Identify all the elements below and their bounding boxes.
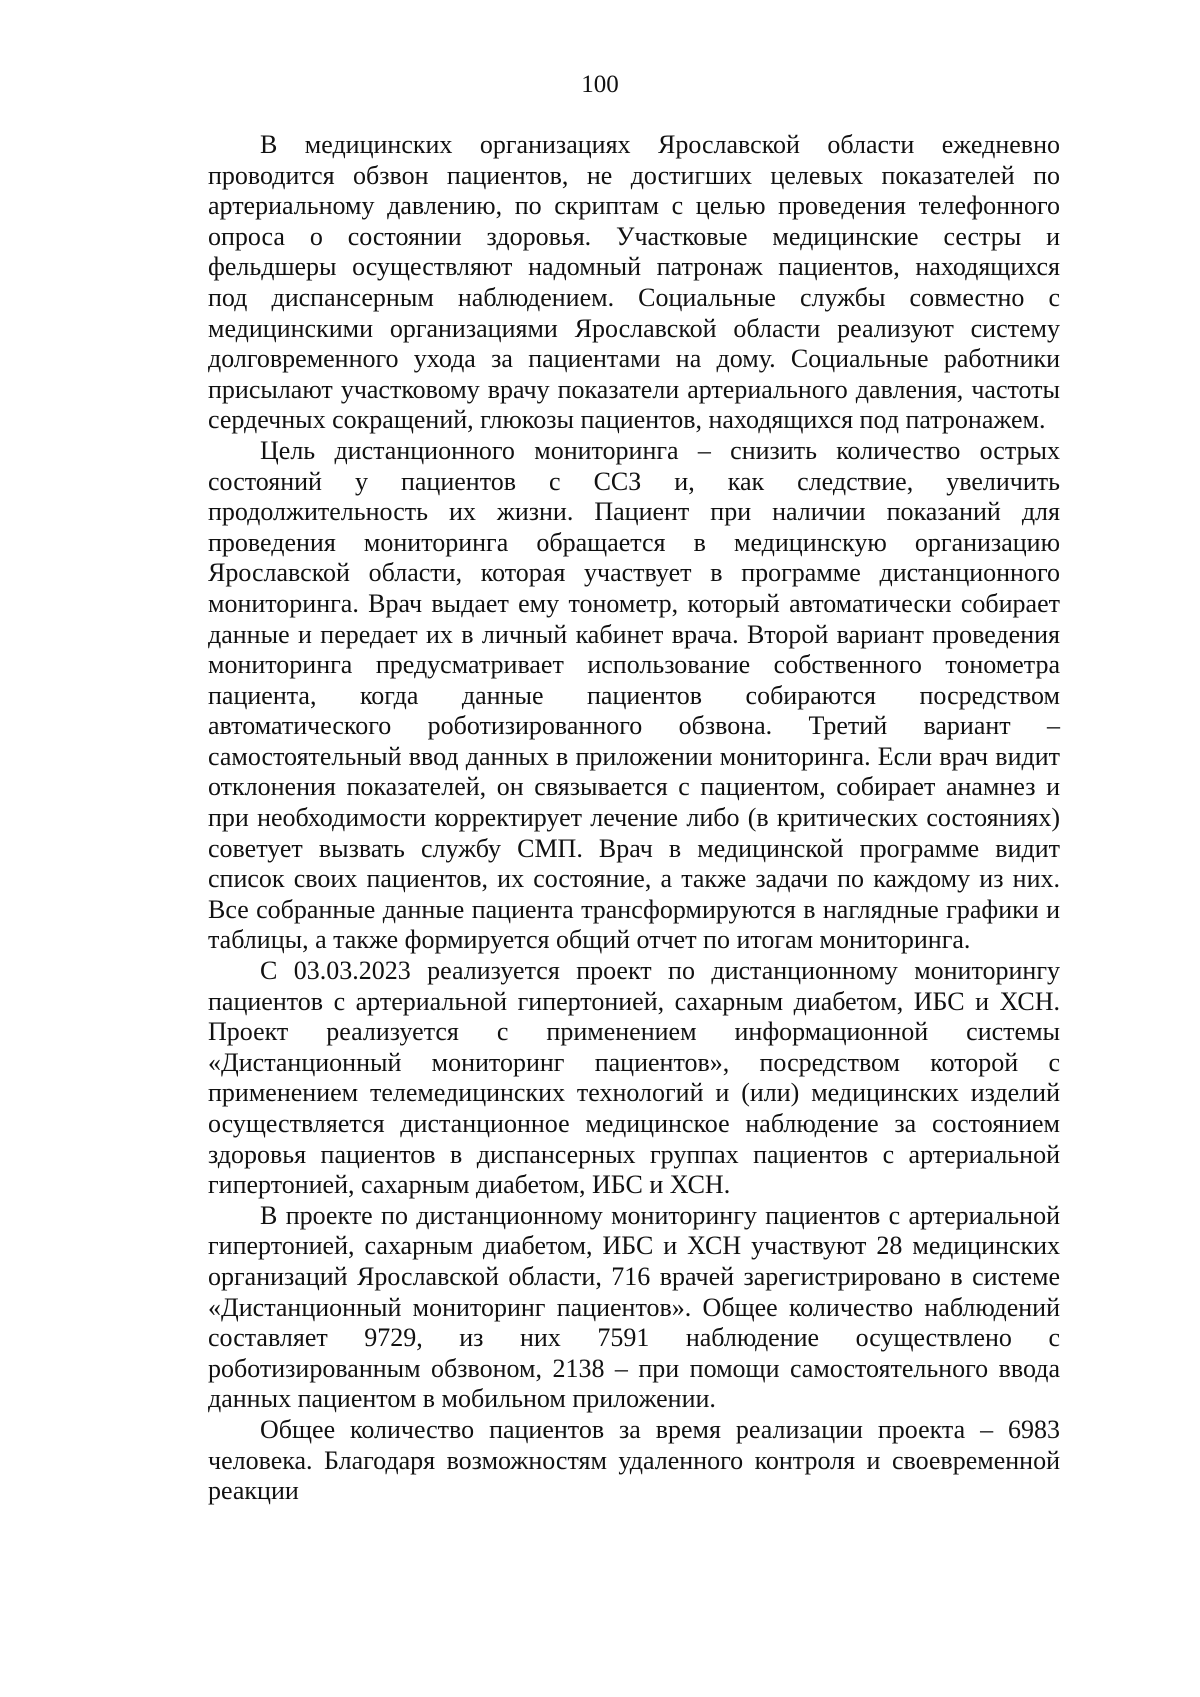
paragraph-patient-outreach: В медицинских организациях Ярославской области ежедневно проводится обзвон пациентов, не достигших целевых показателей по артериальному давлению, по скриптам с целью проведения телефонного опроса о состоянии здоровья. Участковые медицинские сестры и фельдшеры осуществляют надомный патронаж пациентов, находящихся под диспансерным наблюдением. Социальные службы совместно с медицинскими организациями Ярославской области реализуют систему долговременного ухода за пациентами на дому. Социальные работники присылают участковому врачу показатели артериального давления, частоты сердечных сокращений, глюкозы пациентов, находящихся под патронажем.	[208, 130, 1060, 435]
paragraph-patient-total: Общее количество пациентов за время реализации проекта – 6983 человека. Благодаря возможностям удаленного контроля и своевременной реакции	[208, 1414, 1060, 1506]
paragraph-project-launch: С 03.03.2023 реализуется проект по дистанционному мониторингу пациентов с артериальной гипертонией, сахарным диабетом, ИБС и ХСН. Проект реализуется с применением информационной системы «Дистанционный мониторинг пациентов», посредством которой с применением телемедицинских технологий и (или) медицинских изделий осуществляется дистанционное медицинское наблюдение за состоянием здоровья пациентов в диспансерных группах пациентов с артериальной гипертонией, сахарным диабетом, ИБС и ХСН.	[208, 956, 1060, 1200]
paragraph-project-participants: В проекте по дистанционному мониторингу пациентов с артериальной гипертонией, сахарным диабетом, ИБС и ХСН участвуют 28 медицинских организаций Ярославской области, 716 врачей зарегистрировано в системе «Дистанционный мониторинг пациентов». Общее количество наблюдений составляет 9729, из них 7591 наблюдение осуществлено с роботизированным обзвоном, 2138 – при помощи самостоятельного ввода данных пациентом в мобильном приложении.	[208, 1200, 1060, 1414]
paragraph-monitoring-goal: Цель дистанционного мониторинга – снизить количество острых состояний у пациентов с ССЗ и, как следствие, увеличить продолжительность их жизни. Пациент при наличии показаний для проведения мониторинга обращается в медицинскую организацию Ярославской области, которая участвует в программе дистанционного мониторинга. Врач выдает ему тонометр, который автоматически собирает данные и передает их в личный кабинет врача. Второй вариант проведения мониторинга предусматривает использование собственного тонометра пациента, когда данные пациентов собираются посредством автоматического роботизированного обзвона. Третий вариант – самостоятельный ввод данных в приложении мониторинга. Если врач видит отклонения показателей, он связывается с пациентом, собирает анамнез и при необходимости корректирует лечение либо (в критических состояниях) советует вызвать службу СМП. Врач в медицинской программе видит список своих пациентов, их состояние, а также задачи по каждому из них. Все собранные данные пациента трансформируются в наглядные графики и таблицы, а также формируется общий отчет по итогам мониторинга.	[208, 435, 1060, 955]
body-text	[208, 130, 1060, 1507]
page-number: 100	[581, 71, 619, 98]
